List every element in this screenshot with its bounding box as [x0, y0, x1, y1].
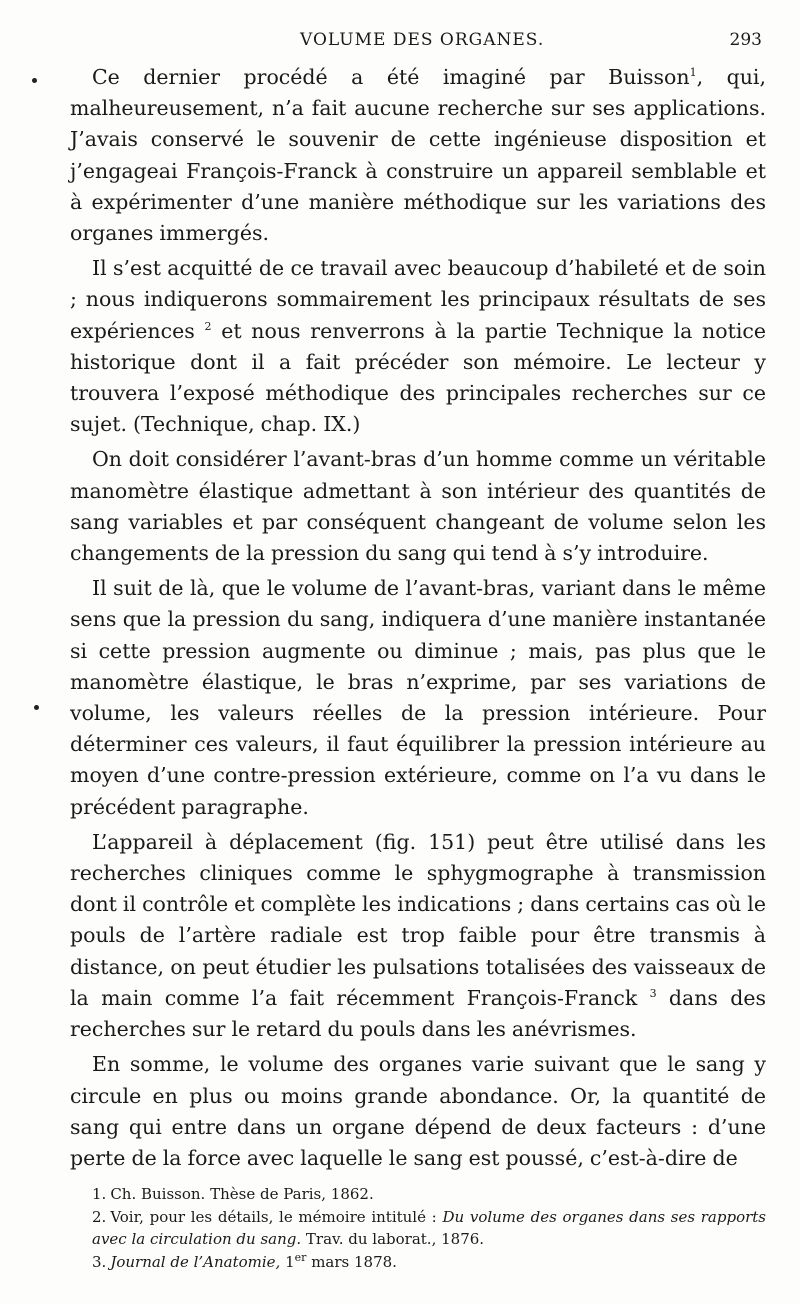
text-run: En somme, le volume des organes varie suivant que le sang y circule en plus ou moins grande abondance. Or, la quantité de sang qui entre dans un organe dépend de deux facteurs : d’une perte de la force avec laquelle le sang est poussé, c’est-à-dire de [70, 1052, 766, 1170]
margin-dot-middle [34, 705, 39, 710]
footnote [70, 1206, 766, 1251]
footnote-number: 2. [92, 1207, 107, 1226]
paragraph [70, 573, 766, 823]
running-title: VOLUME DES ORGANES. [300, 30, 545, 50]
footnote-ref: er [294, 1250, 307, 1264]
text-run: mars 1878. [306, 1252, 397, 1271]
footnote-number: 3. [92, 1252, 107, 1271]
footnote [70, 1183, 766, 1206]
paragraph [70, 62, 766, 249]
footnote [70, 1251, 766, 1274]
footnote-ref: 1 [689, 66, 697, 80]
margin-dot-top [32, 78, 37, 83]
text-run: 1 [280, 1252, 295, 1271]
text-run: et nous renverrons à la partie Technique la notice historique dont il a fait précéder son mémoire. Le lecteur y trouvera l’exposé méthodique des principales recherches sur ce sujet. (Technique, chap. IX.) [70, 318, 766, 437]
footnote-number: 1. [92, 1185, 107, 1203]
text-run: L’appareil à déplacement (fig. 151) peut être utilisé dans les recherches cliniques comme le sphygmographe à transmission dont il contrôle et complète les indications ; dans certains cas où le pouls de l’artère radiale est trop faible pour être transmis à distance, on peut étudier les pulsations totalisées des vaisseaux de la main comme l’a fait récemment François-Franck [70, 829, 766, 1010]
text-run: Il s’est acquitté de ce travail avec beaucoup d’habileté et de soin ; nous indiquerons sommairement les principaux résultats de ses expériences [70, 256, 766, 343]
paragraph [70, 1049, 766, 1174]
paragraph [70, 444, 766, 569]
page-number: 293 [729, 30, 762, 50]
italic-text: Journal de l’Anatomie, [110, 1252, 281, 1271]
paragraph [70, 827, 766, 1045]
page-header [70, 30, 766, 58]
italic-text: Du volume des organes dans ses rapports avec la circulation du sang. [92, 1207, 767, 1248]
text-run: , qui, malheureusement, n’a fait aucune recherche sur ses applications. J’avais conservé le souvenir de cette ingénieuse disposition et j’engageai François-Franck à construire un appareil semblable et à expérimenter d’une manière méthodique sur les variations des organes immergés. [70, 65, 766, 246]
footnote-ref: 2 [204, 319, 212, 333]
body-text [70, 62, 766, 1178]
text-run: dans des recherches sur le retard du pouls dans les anévrismes. [70, 985, 766, 1042]
text-run: Trav. du laborat., 1876. [301, 1230, 485, 1248]
paragraph [70, 253, 766, 440]
text-run: On doit considérer l’avant-bras d’un homme comme un véritable manomètre élastique admettant à son intérieur des quantités de sang variables et par conséquent changeant de volume selon les changements de la pression du sang qui tend à s’y introduire. [70, 447, 766, 566]
footnotes [70, 1183, 766, 1273]
text-run: Ce dernier procédé a été imaginé par Buisson [92, 65, 690, 89]
text-run: Voir, pour les détails, le mémoire intitulé : [110, 1207, 443, 1226]
text-run: Ch. Buisson. Thèse de Paris, 1862. [110, 1185, 374, 1203]
text-run: Il suit de là, que le volume de l’avant-bras, variant dans le même sens que la pression du sang, indiquera d’une manière instantanée si cette pression augmente ou diminue ; mais, pas plus que le manomètre élastique, le bras n’exprime, par ses variations de volume, les valeurs réelles de la pression intérieure. Pour déterminer ces valeurs, il faut équilibrer la pression intérieure au moyen d’une contre-pression extérieure, comme on l’a vu dans le précédent paragraphe. [70, 576, 766, 819]
footnote-ref: 3 [649, 987, 657, 1001]
